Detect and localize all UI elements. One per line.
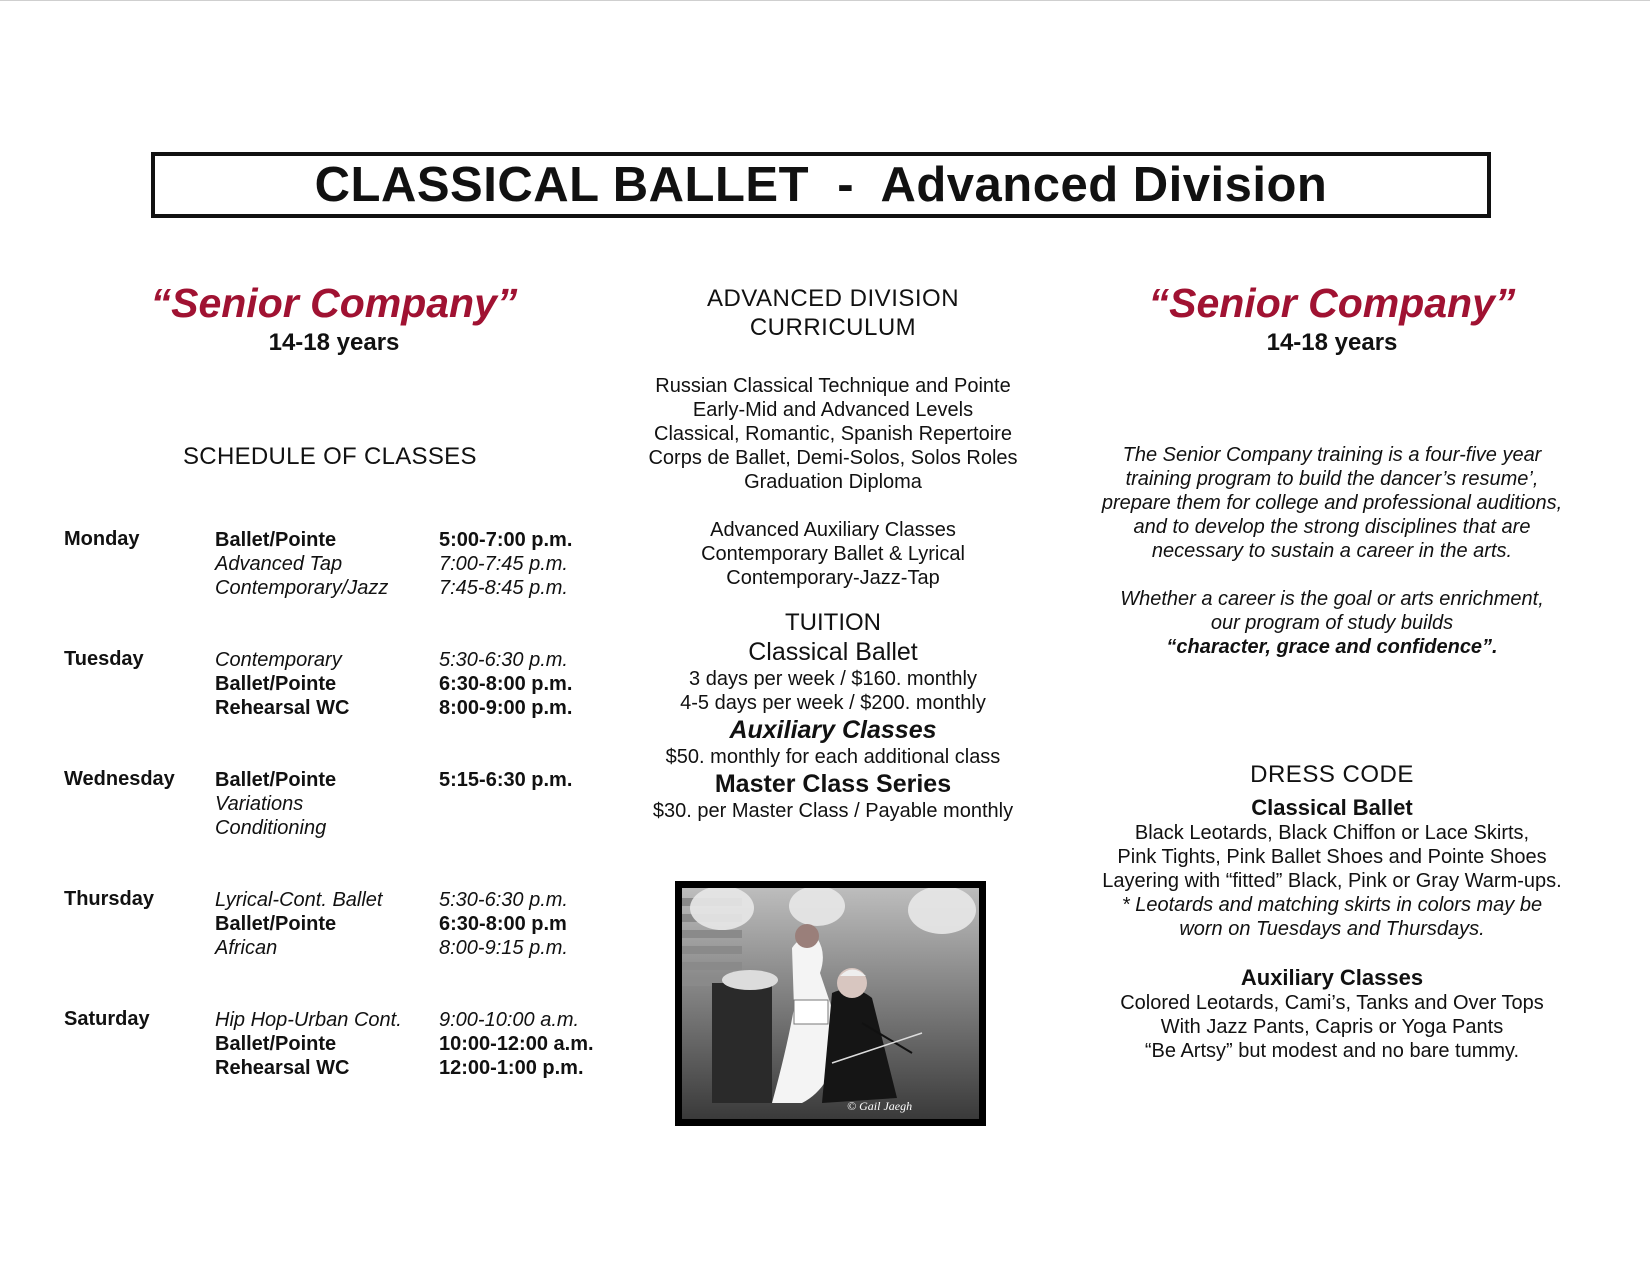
- schedule-day-saturday: [64, 1008, 624, 1128]
- schedule-of-classes: [64, 528, 624, 1128]
- curriculum-heading: ADVANCED DIVISION: [706, 285, 960, 312]
- class-name: Ballet/Pointe: [215, 1033, 337, 1055]
- class-name: Variations: [215, 793, 304, 815]
- dress-aux-line: With Jazz Pants, Capris or Yoga Pants: [1160, 1016, 1504, 1038]
- class-time: 12:00-1:00 p.m.: [439, 1057, 584, 1079]
- schedule-day-wednesday: [64, 768, 624, 888]
- class-name: Advanced Tap: [215, 553, 343, 575]
- page-title: CLASSICAL BALLET - Advanced Division: [151, 152, 1491, 218]
- tuition-master-rate: $30. per Master Class / Payable monthly: [652, 800, 1014, 822]
- auxiliary-item: Contemporary Ballet & Lyrical: [701, 543, 965, 565]
- class-name: Lyrical-Cont. Ballet: [215, 889, 383, 911]
- class-name: Ballet/Pointe: [215, 673, 337, 695]
- class-time: 6:30-8:00 p.m.: [439, 673, 573, 695]
- day-label: Wednesday: [64, 768, 175, 790]
- dress-note-line: * Leotards and matching skirts in colors may be: [1121, 894, 1543, 916]
- tuition-classical-rates: [613, 667, 1053, 715]
- day-label: Thursday: [64, 888, 155, 910]
- curriculum-item: Early-Mid and Advanced Levels: [692, 399, 974, 421]
- photo-illustration: [682, 888, 979, 1119]
- class-name: Hip Hop-Urban Cont.: [215, 1009, 402, 1031]
- class-name: African: [215, 937, 278, 959]
- right-company-heading: “Senior Company”: [1148, 280, 1516, 326]
- day-label: Monday: [64, 528, 140, 550]
- schedule-heading: SCHEDULE OF CLASSES: [183, 443, 477, 470]
- class-time: 9:00-10:00 a.m.: [439, 1009, 580, 1031]
- curriculum-item: Classical, Romantic, Spanish Repertoire: [654, 423, 1012, 445]
- curriculum-item: Corps de Ballet, Demi-Solos, Solos Roles: [648, 447, 1018, 469]
- curriculum-heading-line-2: CURRICULUM: [749, 314, 917, 341]
- dress-line: Black Leotards, Black Chiffon or Lace Skirts,: [1134, 822, 1530, 844]
- left-age-range: 14-18 years: [268, 329, 400, 356]
- description-line: The Senior Company training is a four-five year: [1122, 444, 1542, 466]
- class-time: 8:00-9:15 p.m.: [439, 937, 568, 959]
- schedule-day-tuesday: [64, 648, 624, 768]
- class-name: Rehearsal WC: [215, 1057, 350, 1079]
- curriculum-item: Graduation Diploma: [744, 471, 922, 493]
- auxiliary-item: Advanced Auxiliary Classes: [710, 519, 956, 541]
- class-time: 5:30-6:30 p.m.: [439, 889, 568, 911]
- class-name: Ballet/Pointe: [215, 529, 337, 551]
- class-time: 5:00-7:00 p.m.: [439, 529, 573, 551]
- company-description: [1082, 443, 1582, 659]
- dress-code-section: [1082, 760, 1582, 1063]
- class-name: Ballet/Pointe: [215, 769, 337, 791]
- description-line: training program to build the dancer’s resume’,: [1125, 468, 1539, 490]
- tuition-master-heading: Master Class Series: [714, 770, 952, 798]
- dress-auxiliary-heading: Auxiliary Classes: [1240, 965, 1424, 990]
- curriculum-item: Russian Classical Technique and Pointe: [655, 375, 1011, 397]
- class-name: Ballet/Pointe: [215, 913, 337, 935]
- motto: “character, grace and confidence”.: [1166, 636, 1498, 658]
- description-line: necessary to sustain a career in the arts.: [1151, 540, 1513, 562]
- class-time: 5:30-6:30 p.m.: [439, 649, 568, 671]
- description-line: and to develop the strong disciplines that are: [1133, 516, 1531, 538]
- enrichment-line: our program of study builds: [1210, 612, 1454, 634]
- class-time: 10:00-12:00 a.m.: [439, 1033, 594, 1055]
- right-age-range: 14-18 years: [1266, 329, 1398, 356]
- page-top-rule: [0, 0, 1650, 1]
- tuition-rate: 4-5 days per week / $200. monthly: [680, 692, 986, 714]
- tuition-rate: 3 days per week / $160. monthly: [689, 668, 977, 690]
- class-time: 5:15-6:30 p.m.: [439, 769, 573, 791]
- dress-line: Layering with “fitted” Black, Pink or Gray Warm-ups.: [1102, 870, 1562, 892]
- dress-aux-line: Colored Leotards, Cami’s, Tanks and Over Tops: [1120, 992, 1544, 1014]
- class-time: 7:45-8:45 p.m.: [439, 577, 568, 599]
- tuition-auxiliary-heading: Auxiliary Classes: [729, 716, 937, 744]
- class-name: Contemporary/Jazz: [215, 577, 389, 599]
- tuition-heading: TUITION: [785, 609, 881, 636]
- schedule-day-monday: [64, 528, 624, 648]
- curriculum-section: [613, 284, 1053, 823]
- dress-aux-line: “Be Artsy” but modest and no bare tummy.: [1144, 1040, 1520, 1062]
- photo-signature-mark: © Gail Jaegh: [847, 1099, 913, 1113]
- dress-line: Pink Tights, Pink Ballet Shoes and Pointe Shoes: [1117, 846, 1547, 868]
- class-name: Rehearsal WC: [215, 697, 350, 719]
- dress-code-heading: DRESS CODE: [1250, 761, 1414, 788]
- schedule-day-thursday: [64, 888, 624, 1008]
- left-company-heading: “Senior Company”: [150, 280, 518, 326]
- tuition-classical-heading: Classical Ballet: [748, 638, 918, 666]
- ballet-violin-photo: [675, 881, 986, 1126]
- curriculum-list: [613, 374, 1053, 494]
- day-label: Saturday: [64, 1008, 150, 1030]
- day-label: Tuesday: [64, 648, 144, 670]
- class-name: Conditioning: [215, 817, 327, 839]
- dress-classical-heading: Classical Ballet: [1251, 795, 1413, 820]
- class-time: 7:00-7:45 p.m.: [439, 553, 568, 575]
- dress-note-line: worn on Tuesdays and Thursdays.: [1179, 918, 1485, 940]
- auxiliary-item: Contemporary-Jazz-Tap: [726, 567, 940, 589]
- auxiliary-list: [613, 518, 1053, 590]
- class-time: 6:30-8:00 p.m: [439, 913, 567, 935]
- enrichment-line: Whether a career is the goal or arts enrichment,: [1120, 588, 1544, 610]
- description-line: prepare them for college and professional auditions,: [1101, 492, 1563, 514]
- class-name: Contemporary: [215, 649, 342, 671]
- class-time: 8:00-9:00 p.m.: [439, 697, 573, 719]
- tuition-auxiliary-rate: $50. monthly for each additional class: [665, 746, 1001, 768]
